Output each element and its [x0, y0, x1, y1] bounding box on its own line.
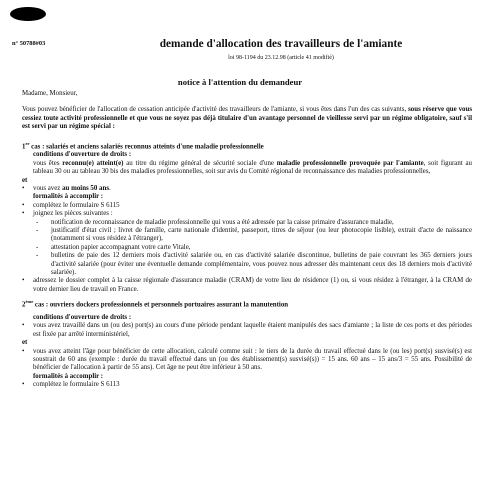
- case-1-conditions-label: conditions d'ouverture de droits :: [33, 151, 132, 159]
- page-title: demande d'allocation des travailleurs de l'amiante: [159, 38, 403, 50]
- case-1-et: et: [22, 176, 28, 184]
- document-item-3: - attestation papier accompagnant votre carte Vitale,: [36, 243, 191, 251]
- notice-title: notice à l'attention du demandeur: [177, 77, 303, 87]
- case-1-formality-2: • joignez les pièces suivantes :: [22, 210, 472, 218]
- case-1-condition: vous êtes reconnu(e) atteint(e) au titre du régime général de sécurité sociale d'une maladie professionnelle provoquée par l'amiante, soit figurant au tableau 30 ou au tableau 30 bis des maladies professionnelles, soit sur avis du Comité régional de reconnaissance des maladies professionnelles,: [33, 159, 472, 176]
- case-2-et: et: [22, 339, 28, 347]
- case-1-formality-3: • adressez le dossier complet à la caisse régionale d'assurance maladie (CRAM) de votre lieu de résidence (1) ou, si vous résidez à l'étranger, à la CRAM de votre dernier lieu de travail en France.: [22, 277, 472, 294]
- case-2-condition-1: • vous avez travaillé dans un (ou des) port(s) au cours d'une période pendant laquelle étaient manipulés des sacs d'amiante ; la liste de ces ports et des périodes est fixée par arrêté interministériel,: [22, 322, 472, 339]
- organization-logo: [10, 7, 46, 21]
- case-2-conditions-label: conditions d'ouverture de droits :: [33, 313, 132, 321]
- form-number: n° 50788#03: [12, 40, 46, 47]
- case-1-title: 1er cas : salariés et anciens salariés reconnus atteints d'une maladie professionnelle: [22, 140, 264, 150]
- document-item-1: - notification de reconnaissance de maladie professionnelle qui vous a été adressée par la caisse primaire d'assurance maladie,: [36, 218, 394, 226]
- case-1-formality-1: • complétez le formulaire S 6115: [22, 202, 472, 210]
- case-2-condition-2: • vous avez atteint l'âge pour bénéficier de cette allocation, calculé comme suit : le tiers de la durée du travail effectué dans le (ou les) port(s) susvisé(s) est soustrait de 60 ans (exemple : durée du travail effectué dans un (ou des établissement(s) susvisé(s)) = 15 ans. 60 ans – 15 ans/3 = 55 ans. Possibilité de bénéficier de l'allocation à partir de 55 ans). Cet âge ne peut être inférieur à 50 ans.: [22, 348, 472, 373]
- case-2-title: 2ème cas : ouvriers dockers professionnels et personnels portuaires assurant la manutention: [22, 299, 289, 309]
- document-item-2: - justificatif d'état civil ; livret de famille, carte nationale d'identité, passeport, titres de séjour (ou leur photocopie lisible), extrait d'acte de naissance (notamment si vous résidez à l'étranger),: [36, 226, 472, 243]
- document-item-4: - bulletins de paie des 12 derniers mois d'activité salariée ou, en cas d'activité salariée discontinue, bulletins de paie couvrant les 365 derniers jours d'activité salariée (pour éviter une éventuelle demande complémentaire, vous pouvez nous adresser dès maintenant ceux des 18 derniers mois d'activité salariée).: [36, 252, 472, 277]
- intro-paragraph: Vous pouvez bénéficier de l'allocation de cessation anticipée d'activité des travailleurs de l'amiante, si vous êtes dans l'un des cas suivants, sous réserve que vous cessiez toute activité professionnelle et que vous ne soyez pas déjà titulaire d'un avantage personnel de vieillesse servi par un régime obligatoire, sauf s'il est servi par un régime spécial :: [22, 106, 472, 131]
- case-2-formality-1: • complétez le formulaire S 6113: [22, 381, 472, 389]
- case-2-formalities-label: formalités à accomplir :: [33, 372, 104, 380]
- notice-body: [22, 90, 472, 390]
- salutation: Madame, Monsieur,: [22, 90, 78, 97]
- case-1-formalities-label: formalités à accomplir :: [33, 193, 104, 201]
- law-reference: loi 98-1194 du 23.12.98 (article 41 modifié): [228, 55, 334, 61]
- case-1-age-item: • vous avez au moins 50 ans.: [22, 185, 472, 193]
